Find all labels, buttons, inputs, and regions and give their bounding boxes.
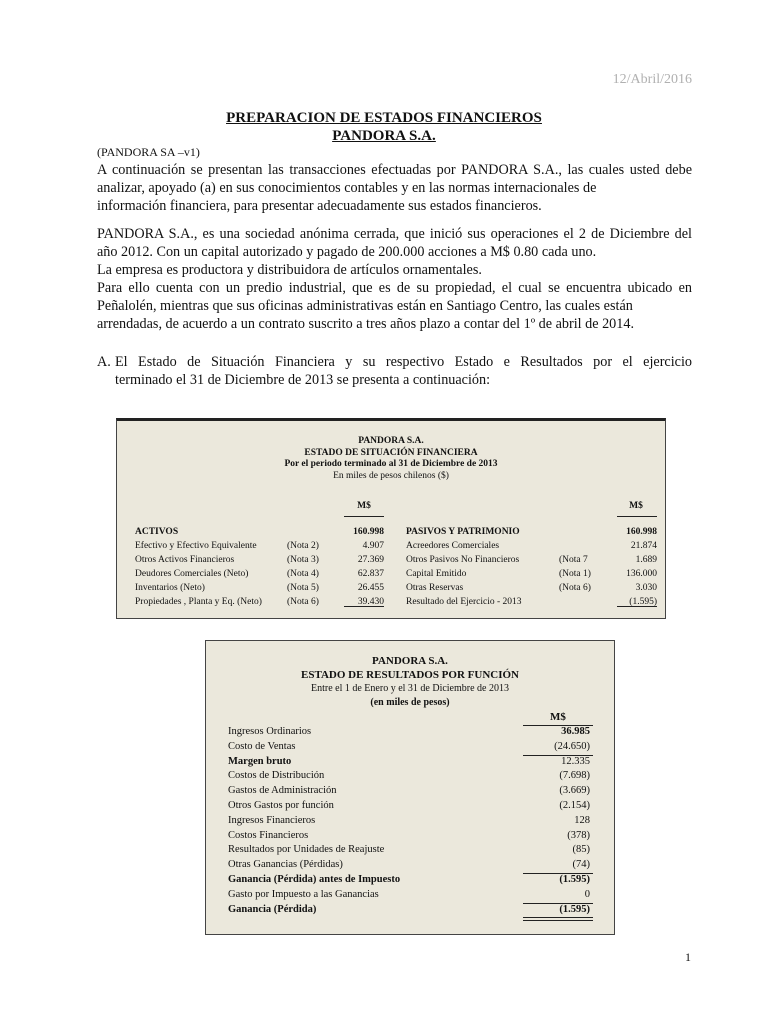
income-statement-header xyxy=(206,654,614,710)
is-row xyxy=(228,769,590,784)
section-a-label: A. xyxy=(97,354,111,370)
is-row-value: (74) xyxy=(572,859,590,871)
page-number: 1 xyxy=(685,950,691,964)
is-separator-line xyxy=(523,755,593,756)
is-row xyxy=(228,843,590,858)
bs-units: En miles de pesos chilenos ($) xyxy=(333,470,449,481)
bs-liab-underline xyxy=(617,606,657,607)
bs-asset-name: Inventarios (Neto) xyxy=(135,583,205,593)
paragraph-intro-main: A continuación se presentan las transacciones efectuadas por PANDORA S.A., las cuales usted debe analizar, apoyado (a) en sus conocimientos contables y en las normas internacionales de xyxy=(97,162,692,196)
bs-liab-label: PASIVOS Y PATRIMONIO xyxy=(406,527,520,537)
bs-asset-value: 27.369 xyxy=(357,555,384,565)
is-row-value: (24.650) xyxy=(554,740,590,752)
paragraph-intro-last: información financiera, para presentar adecuadamente sus estados financieros. xyxy=(97,198,542,214)
is-row-label: Resultados por Unidades de Reajuste xyxy=(228,844,385,856)
bs-asset-value: 26.455 xyxy=(357,583,384,593)
is-currency: M$ xyxy=(550,711,566,723)
is-row-label: Costo de Ventas xyxy=(228,740,296,752)
paragraph-company xyxy=(97,225,692,279)
section-a-line-1: El Estado de Situación Financiera y su respectivo Estado e Resultados por el ejercicio xyxy=(115,354,692,370)
bs-period: Por el periodo terminado al 31 de Diciembre de 2013 xyxy=(284,459,498,469)
is-row xyxy=(228,814,590,829)
is-row xyxy=(228,873,590,888)
section-a-line-2: terminado el 31 de Diciembre de 2013 se presenta a continuación: xyxy=(115,372,491,388)
is-double-underline xyxy=(523,920,593,921)
bs-liability-name: Capital Emitido xyxy=(406,569,467,579)
paragraph-company-last: La empresa es productora y distribuidora de artículos ornamentales. xyxy=(97,262,482,278)
is-row-value: 36.985 xyxy=(561,726,590,737)
paragraph-property-last: arrendadas, de acuerdo a un contrato suscrito a tres años plazo a contar del 1º de abril de 2014. xyxy=(97,316,635,332)
is-row xyxy=(228,799,590,814)
bs-asset-value: 4.907 xyxy=(362,541,384,551)
title-line-1: PREPARACION DE ESTADOS FINANCIEROS xyxy=(226,110,542,126)
is-title: ESTADO DE RESULTADOS POR FUNCIÓN xyxy=(300,669,519,681)
bs-currency-right-underline xyxy=(617,516,657,517)
bs-company: PANDORA S.A. xyxy=(358,436,424,446)
is-row-value: 12.335 xyxy=(561,755,590,767)
bs-liability-name: Acreedores Comerciales xyxy=(406,541,500,551)
is-row-value: (378) xyxy=(567,829,590,841)
is-row-label: Ganancia (Pérdida) antes de Impuesto xyxy=(228,874,401,885)
is-units: (en miles de pesos) xyxy=(370,697,450,708)
bs-title: ESTADO DE SITUACIÓN FINANCIERA xyxy=(304,447,478,458)
bs-currency-right: M$ xyxy=(629,501,643,511)
document-title xyxy=(0,109,768,145)
bs-asset-note: (Nota 3) xyxy=(287,555,319,565)
bs-asset-value: 39.430 xyxy=(357,597,384,607)
bs-asset-note: (Nota 6) xyxy=(287,597,319,607)
income-statement xyxy=(205,640,615,935)
paragraph-intro xyxy=(97,161,692,215)
bs-currency-left: M$ xyxy=(357,501,371,511)
is-row-label: Costos de Distribución xyxy=(228,770,325,782)
bs-asset-note: (Nota 2) xyxy=(287,541,319,551)
is-row-value: 128 xyxy=(574,814,590,826)
is-row-value: (7.698) xyxy=(559,770,590,782)
is-row-label: Gastos de Administración xyxy=(228,785,337,797)
bs-liability-value: (1.595) xyxy=(629,597,657,607)
bs-assets-underline xyxy=(344,606,384,607)
is-row xyxy=(228,829,590,844)
is-row xyxy=(228,755,590,770)
is-row-label: Ingresos Financieros xyxy=(228,814,316,826)
bs-liability-value: 3.030 xyxy=(635,583,657,593)
bs-liability-value: 136.000 xyxy=(626,569,657,579)
bs-asset-value: 62.837 xyxy=(357,569,384,579)
is-double-underline xyxy=(523,917,593,918)
bs-liability-value: 1.689 xyxy=(635,555,657,565)
bs-asset-note: (Nota 5) xyxy=(287,583,319,593)
is-row-label: Gasto por Impuesto a las Ganancias xyxy=(228,888,379,900)
bs-liability-note: (Nota 7 xyxy=(559,555,588,565)
bs-currency-left-underline xyxy=(344,516,384,517)
bs-assets-total: 160.998 xyxy=(353,527,384,537)
is-row-label: Ingresos Ordinarios xyxy=(228,726,312,737)
document-reference: (PANDORA SA –v1) xyxy=(97,145,200,159)
bs-liability-name: Resultado del Ejercicio - 2013 xyxy=(406,597,522,607)
is-separator-line xyxy=(523,903,593,904)
is-row-label: Margen bruto xyxy=(228,755,292,767)
is-row-value: (3.669) xyxy=(559,785,590,797)
is-separator-line xyxy=(523,873,593,874)
is-row xyxy=(228,888,590,903)
bs-liability-note: (Nota 1) xyxy=(559,569,591,579)
section-a xyxy=(97,353,692,389)
is-row-value: 0 xyxy=(584,888,590,900)
is-row-label: Otras Ganancias (Pérdidas) xyxy=(228,859,343,871)
is-row xyxy=(228,858,590,873)
bs-liability-note: (Nota 6) xyxy=(559,583,591,593)
bs-assets-label: ACTIVOS xyxy=(135,527,179,537)
is-row-value: (85) xyxy=(572,844,590,856)
paragraph-company-main: PANDORA S.A., es una sociedad anónima cerrada, que inició sus operaciones el 2 de Diciembre del año 2012. Con un capital autorizado y pagado de 200.000 acciones a M$ 0.80 cada uno. xyxy=(97,226,692,260)
document-date: 12/Abril/2016 xyxy=(612,72,692,87)
is-row-label: Ganancia (Pérdida) xyxy=(228,903,317,915)
bs-asset-name: Efectivo y Efectivo Equivalente xyxy=(135,541,257,551)
balance-sheet xyxy=(116,418,666,619)
title-line-2: PANDORA S.A. xyxy=(332,128,436,144)
bs-asset-name: Deudores Comerciales (Neto) xyxy=(135,569,249,579)
bs-liability-name: Otros Pasivos No Financieros xyxy=(406,555,520,565)
bs-asset-note: (Nota 4) xyxy=(287,569,319,579)
is-row-value: (1.595) xyxy=(559,903,590,915)
is-row xyxy=(228,903,590,918)
paragraph-property-main: Para ello cuenta con un predio industrial, que es de su propiedad, el cual se encuentra ubicado en Peñalolén, mientras que sus oficinas administrativas están en Santiago Centro, las cuales están xyxy=(97,280,692,314)
is-row xyxy=(228,725,590,740)
is-company: PANDORA S.A. xyxy=(372,655,448,667)
is-row-value: (2.154) xyxy=(559,800,590,811)
balance-sheet-header xyxy=(117,436,665,482)
bs-liab-total: 160.998 xyxy=(626,527,657,537)
bs-asset-name: Propiedades , Planta y Eq. (Neto) xyxy=(135,597,262,607)
is-period: Entre el 1 de Enero y el 31 de Diciembre de 2013 xyxy=(311,683,509,694)
is-row xyxy=(228,784,590,799)
is-row-label: Otros Gastos por función xyxy=(228,800,334,811)
paragraph-property xyxy=(97,279,692,333)
is-row-value: (1.595) xyxy=(559,874,590,885)
bs-liability-name: Otras Reservas xyxy=(406,583,464,593)
is-row-label: Costos Financieros xyxy=(228,829,309,841)
bs-liability-value: 21.874 xyxy=(630,541,657,551)
is-row xyxy=(228,740,590,755)
bs-asset-name: Otros Activos Financieros xyxy=(135,555,235,565)
